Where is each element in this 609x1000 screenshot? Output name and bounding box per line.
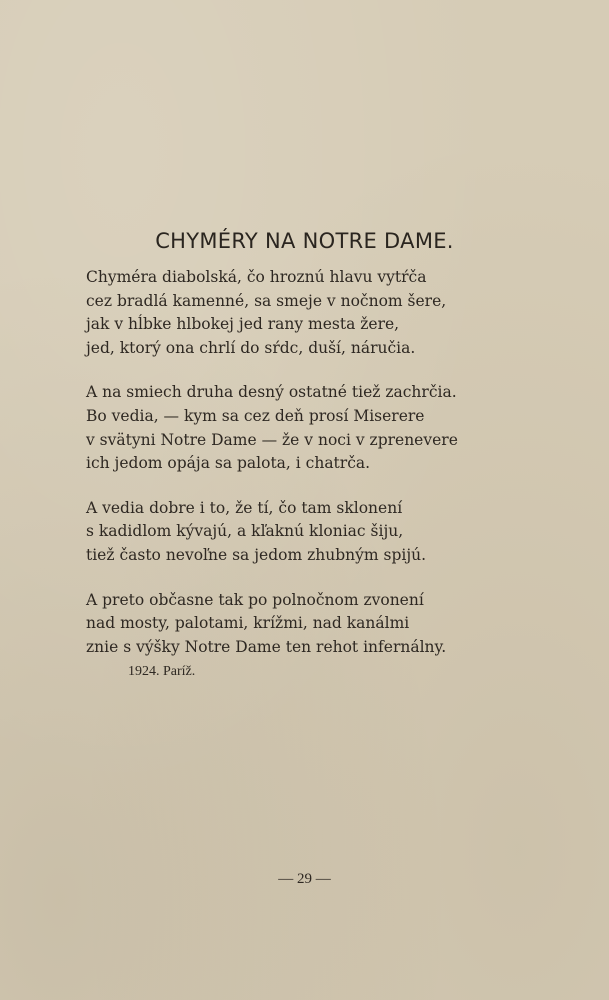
poem-line: Chyméra diabolská, čo hroznú hlavu vytŕča: [86, 268, 427, 286]
poem-line: A vedia dobre i to, že tí, čo tam sklonení: [86, 498, 403, 517]
poem-body: [86, 266, 526, 680]
stanza-1: [86, 266, 526, 360]
poem-line: tiež často nevoľne sa jedom zhubným spijú.: [86, 545, 427, 564]
poem-line: jak v hĺbke hlbokej jed rany mesta žere,: [86, 315, 400, 334]
page-number: — 29 —: [278, 871, 331, 887]
stanza-4: [86, 589, 526, 660]
place-date: 1924. Paríž.: [128, 664, 196, 679]
poem-line: jed, ktorý ona chrlí do sŕdc, duší, náručia.: [86, 338, 416, 357]
poem-line: Bo vedia, — kym sa cez deň prosí Miserere: [86, 406, 425, 425]
poem-line: znie s výšky Notre Dame ten rehot infernálny.: [86, 637, 447, 656]
stanza-2: [86, 381, 526, 475]
poem-line: cez bradlá kamenné, sa smeje v nočnom šere,: [86, 291, 447, 310]
poem-line: A preto občasne tak po polnočnom zvonení: [86, 590, 424, 609]
poem-line: s kadidlom kývajú, a kľaknú kloniac šiju,: [86, 522, 404, 541]
poem-line: ich jedom opája sa palota, i chatrča.: [86, 454, 371, 473]
poem-line: v svätyni Notre Dame — že v noci v zprenevere: [86, 430, 458, 449]
poem-title: CHYMÉRY NA NOTRE DAME.: [155, 229, 454, 253]
poem-line: nad mosty, palotami, krížmi, nad kanálmi: [86, 614, 410, 633]
poem-line: A na smiech druha desný ostatné tiež zachrčia.: [86, 383, 457, 402]
stanza-3: [86, 497, 526, 568]
